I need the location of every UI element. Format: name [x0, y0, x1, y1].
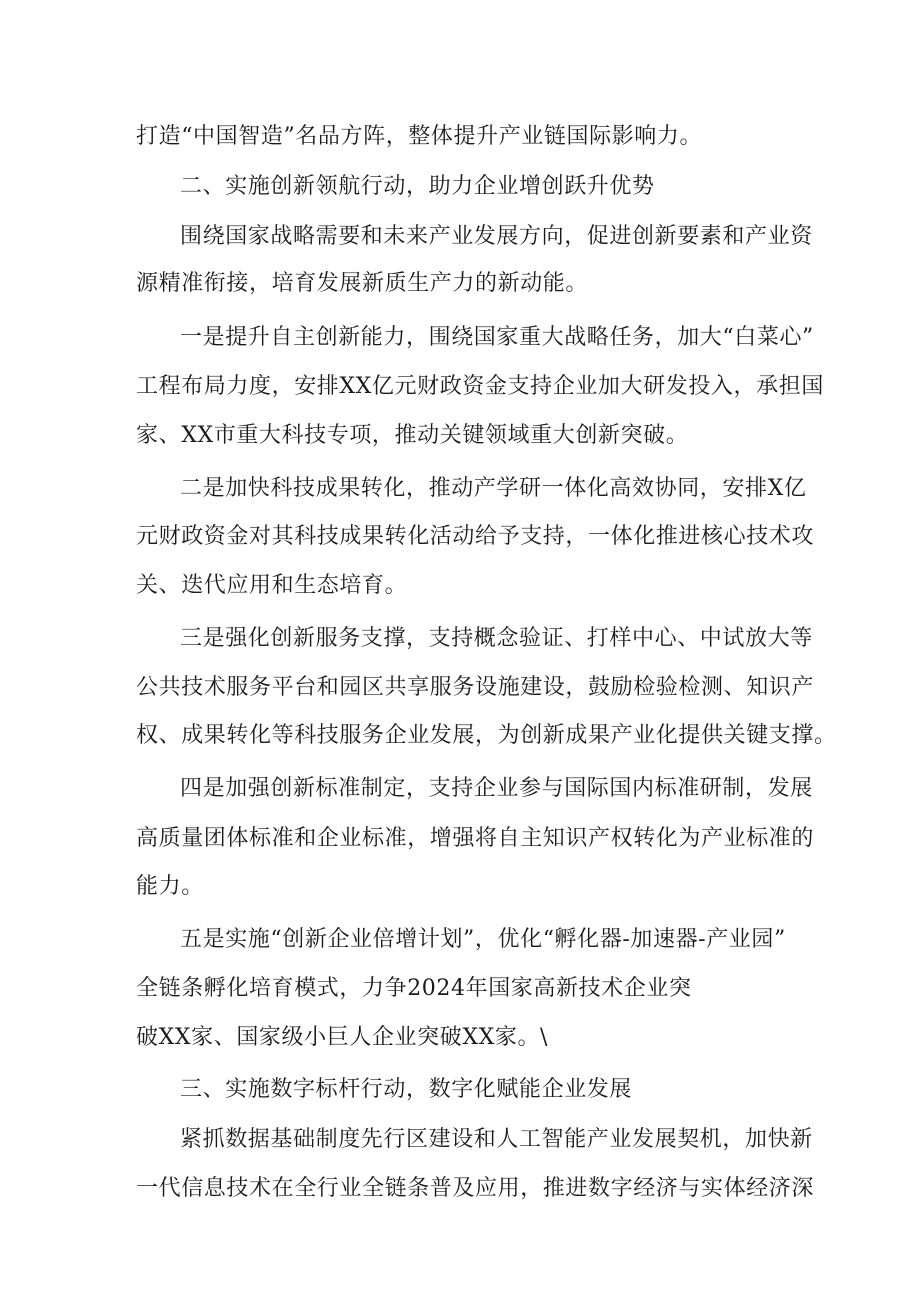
paragraph-line: 关、迭代应用和生态培育。 [136, 573, 408, 598]
paragraph-line: 破XX家、国家级小巨人企业突破XX家。\ [136, 1025, 549, 1050]
paragraph-line: 源精准衔接，培育发展新质生产力的新动能。 [136, 271, 589, 296]
section-heading-3: 三、实施数字标杆行动，数字化赋能企业发展 [180, 1077, 633, 1102]
paragraph-line: 元财政资金对其科技成果转化活动给予支持，一体化推进核心技术攻 [136, 524, 815, 549]
paragraph-line: 四是加强创新标准制定，支持企业参与国际国内标准研制，发展 [180, 776, 813, 801]
paragraph-line: 高质量团体标准和企业标准，增强将自主知识产权转化为产业标准的 [136, 826, 815, 851]
paragraph-line-continuation: 打造“中国智造”名品方阵，整体提升产业链国际影响力。 [136, 124, 703, 149]
paragraph-line: 一是提升自主创新能力，围绕国家重大战略任务，加大“白菜心” [180, 325, 814, 350]
paragraph-line: 一代信息技术在全行业全链条普及应用，推进数字经济与实体经济深 [136, 1176, 815, 1201]
paragraph-line: 围绕国家战略需要和未来产业发展方向，促进创新要素和产业资 [180, 224, 813, 249]
paragraph-line: 工程布局力度，安排XX亿元财政资金支持企业加大研发投入，承担国 [136, 374, 824, 399]
paragraph-line: 全链条孵化培育模式，力争2024年国家高新技术企业突 [136, 976, 692, 1001]
paragraph-line: 三是强化创新服务支撑，支持概念验证、打样中心、中试放大等 [180, 626, 813, 651]
paragraph-line: 五是实施“创新企业倍增计划”，优化“孵化器-加速器-产业园” [180, 927, 786, 952]
paragraph-line: 能力。 [136, 874, 204, 899]
paragraph-line: 紧抓数据基础制度先行区建设和人工智能产业发展契机，加快新 [180, 1127, 813, 1152]
paragraph-line: 家、XX市重大科技专项，推动关键领域重大创新突破。 [136, 423, 689, 448]
paragraph-line: 二是加快科技成果转化，推动产学研一体化高效协同，安排X亿 [180, 476, 807, 501]
section-heading-2: 二、实施创新领航行动，助力企业增创跃升优势 [180, 174, 655, 199]
paragraph-line: 权、成果转化等科技服务企业发展，为创新成果产业化提供关键支撑。 [136, 723, 837, 748]
paragraph-line: 公共技术服务平台和园区共享服务设施建设，鼓励检验检测、知识产 [136, 675, 815, 700]
